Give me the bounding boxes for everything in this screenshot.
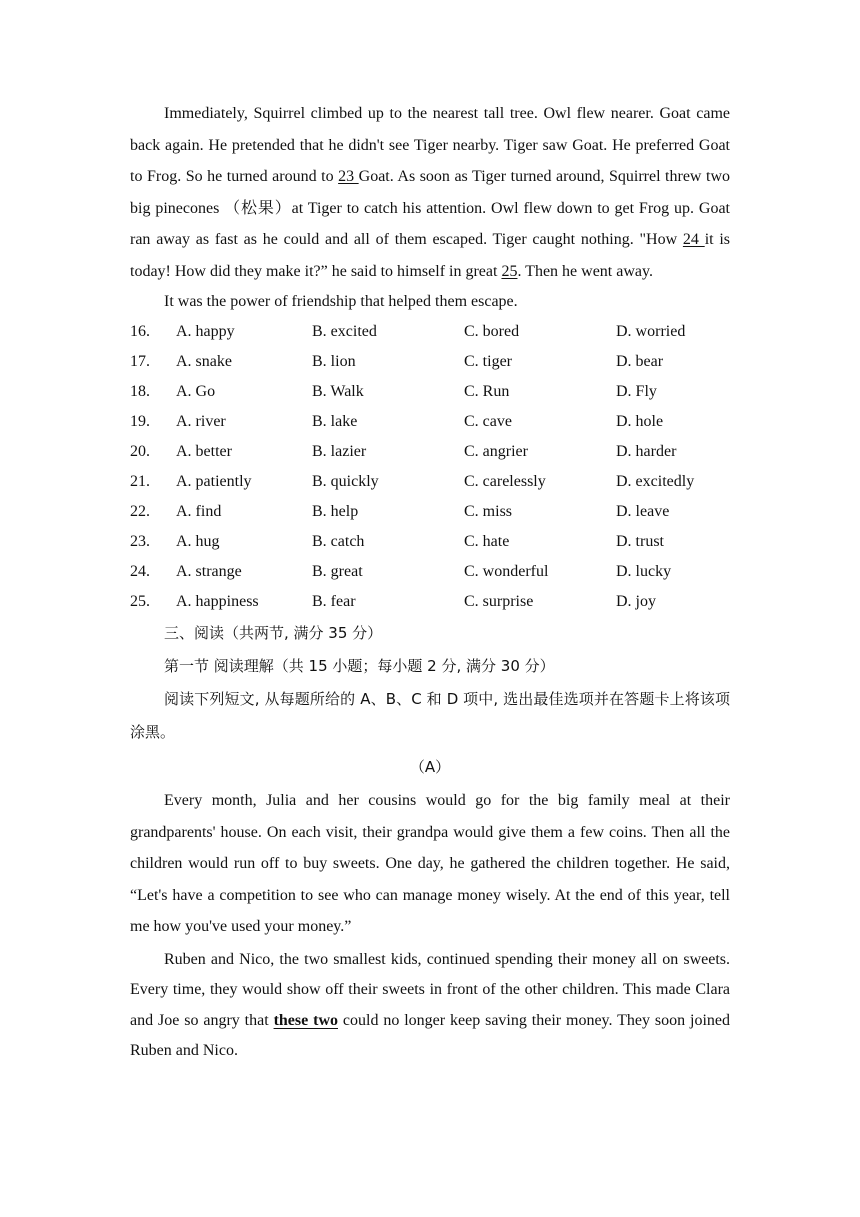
passage-closing-line: It was the power of friendship that helped them escape. (164, 293, 518, 310)
option-b: B. catch (312, 533, 365, 550)
option-d: D. lucky (616, 563, 672, 580)
section-subheading: 第一节 阅读理解（共 15 小题；每小题 2 分, 满分 30 分） (164, 657, 555, 675)
option-b: B. help (312, 503, 359, 520)
option-b: B. lazier (312, 443, 367, 460)
text-segment: Goat. As soon as Tiger turned around, Squirrel threw two big pinecones （松果）at Tiger to catch his attention. Owl flew down to get Frog up. Goat ran away as fast as he could and all of them escaped. Tiger caught nothing. "How (130, 168, 731, 248)
option-b: B. lake (312, 413, 358, 430)
option-row-19 (130, 407, 730, 437)
text-segment: Ruben and Nico, the two smallest kids, continued spending their money all on sweets. Every time, they would show off their sweets in front of the other children. This made Clara and Joe so angry that (130, 950, 730, 1029)
option-c: C. wonderful (464, 563, 549, 580)
question-number: 21. (130, 473, 150, 490)
question-number: 24. (130, 563, 150, 580)
option-b: B. quickly (312, 473, 379, 490)
question-number: 19. (130, 413, 150, 430)
option-d: D. hole (616, 413, 664, 430)
question-number: 20. (130, 443, 150, 460)
text-segment: could no longer keep saving their money. They soon joined Ruben and Nico. (130, 1011, 730, 1059)
option-a: A. better (176, 443, 232, 460)
option-a: A. patiently (176, 473, 252, 490)
option-row-17 (130, 347, 730, 377)
option-row-25 (130, 587, 730, 617)
option-a: A. hug (176, 533, 220, 550)
option-d: D. bear (616, 353, 664, 370)
passage-a-paragraph-2 (130, 945, 730, 1067)
options-list (130, 317, 730, 617)
option-row-18 (130, 377, 730, 407)
option-d: D. joy (616, 593, 656, 610)
option-d: D. worried (616, 323, 686, 340)
option-c: C. surprise (464, 593, 534, 610)
blank-23: 23 (338, 168, 359, 185)
text-segment: . Then he went away. (517, 262, 653, 280)
question-number: 16. (130, 323, 150, 340)
option-d: D. trust (616, 533, 664, 550)
question-number: 25. (130, 593, 150, 610)
blank-24: 24 (682, 231, 705, 248)
emphasized-phrase: these two (273, 1011, 338, 1029)
blank-25: 25 (501, 262, 518, 280)
question-number: 22. (130, 503, 150, 520)
option-d: D. Fly (616, 383, 657, 400)
option-a: A. snake (176, 353, 232, 370)
option-c: C. hate (464, 533, 510, 550)
option-a: A. happy (176, 323, 235, 340)
option-c: C. carelessly (464, 473, 546, 490)
option-a: A. Go (176, 383, 216, 400)
option-c: C. angrier (464, 443, 528, 460)
option-c: C. miss (464, 503, 513, 520)
option-b: B. lion (312, 353, 356, 370)
passage-a-paragraph-1: Every month, Julia and her cousins would go for the big family meal at their grandparents' house. On each visit, their grandpa would give them a few coins. Then all the children would run off to buy sweets. One day, he gathered the children together. He said, “Let's have a competition to see who can manage money wisely. At the end of this year, tell me how you've used your money.” (130, 792, 730, 935)
option-b: B. great (312, 563, 363, 580)
option-row-21 (130, 467, 730, 497)
option-row-23 (130, 527, 730, 557)
option-row-16 (130, 317, 730, 347)
option-c: C. cave (464, 413, 512, 430)
passage-paragraph (130, 98, 730, 287)
option-row-24 (130, 557, 730, 587)
option-row-20 (130, 437, 730, 467)
passage-label: （A） (409, 758, 451, 776)
text-segment: it is today! How did they make it?” he said to himself in great (130, 231, 731, 280)
option-c: C. tiger (464, 353, 512, 370)
option-a: A. river (176, 413, 226, 430)
option-b: B. Walk (312, 383, 364, 400)
question-number: 17. (130, 353, 150, 370)
option-row-22 (130, 497, 730, 527)
question-number: 18. (130, 383, 150, 400)
option-a: A. happiness (176, 593, 259, 610)
option-b: B. fear (312, 593, 356, 610)
section-heading: 三、阅读（共两节, 满分 35 分） (164, 624, 383, 642)
option-d: D. harder (616, 443, 677, 460)
text-segment: Immediately, Squirrel climbed up to the nearest tall tree. Owl flew nearer. Goat came back again. He pretended that he didn't see Tiger nearby. Tiger saw Goat. He preferred Goat to Frog. So he turned around to (130, 105, 730, 185)
option-a: A. strange (176, 563, 242, 580)
option-b: B. excited (312, 323, 377, 340)
section-instruction: 阅读下列短文, 从每题所给的 A、B、C 和 D 项中, 选出最佳选项并在答题卡上将该项涂黑。 (130, 690, 730, 741)
document-page (130, 98, 730, 1067)
option-a: A. find (176, 503, 222, 520)
option-c: C. bored (464, 323, 520, 340)
question-number: 23. (130, 533, 150, 550)
option-d: D. excitedly (616, 473, 695, 490)
option-d: D. leave (616, 503, 670, 520)
option-c: C. Run (464, 383, 510, 400)
